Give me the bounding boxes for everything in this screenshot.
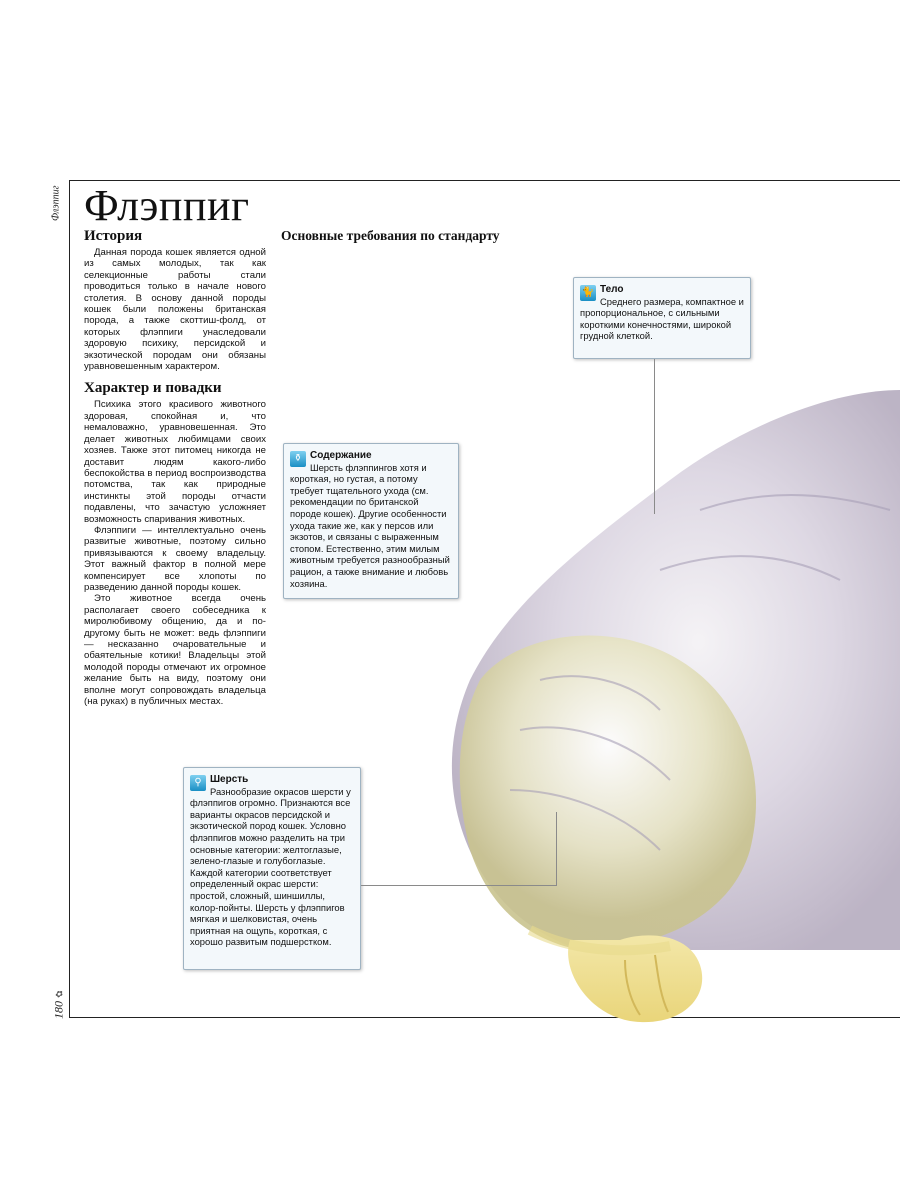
character-heading: Характер и повадки	[84, 380, 222, 397]
running-header: Флэппиг	[50, 185, 62, 221]
callout-coat	[183, 767, 361, 970]
magnifier-icon: ⚲	[190, 775, 206, 791]
text-column	[84, 228, 266, 715]
callout-body	[573, 277, 751, 359]
character-paragraph: Психика этого красивого животного здоровая, спокойная и, что немаловажно, уравновешенная. Это делает животных любимцами своих хозяев. Также этот питомец никогда не доставит людям какого-либо беспокойства в период воспроизводства потомства, так как природные инстинкты этой породы отчасти подавлены, что зачастую усложняет возможность спаривания животных.	[84, 399, 266, 525]
leader-line-body	[654, 359, 655, 514]
paw-icon: ✿	[54, 988, 64, 998]
callout-body-text: Среднего размера, компактное и пропорциональное, с сильными короткими конечностями, широкой грудной клеткой.	[580, 295, 744, 342]
character-paragraph: Флэппиги — интеллектуально очень развитые животные, поэтому сильно привязываются к своему владельцу. Этот важный фактор в полной мере компенсирует все хлопоты по разведению данной породы кошек.	[84, 524, 266, 593]
history-heading: История	[84, 228, 143, 244]
leader-line-coat-v	[556, 812, 557, 886]
character-section	[84, 380, 266, 707]
callout-care	[283, 443, 459, 599]
history-paragraph: Данная порода кошек является одной из самых молодых, так как селекционные работы стали проводиться только в начале нового столетия. В основу данной породы кошек были положены британская порода, а также скоттиш-фолд, от которых флэппиги унаследовали здоровую психику, персидской и экзотической породам они обязаны уравновешенным характером.	[84, 247, 266, 373]
bottle-icon: ⚱	[290, 451, 306, 467]
callout-body-title: Тело	[600, 284, 624, 295]
character-paragraph: Это животное всегда очень располагает своего собеседника к миролюбивому общению, да и по-другому быть не может: ведь флэппиги — несказанно очаровательные и обаятельные котики! Владельцы этой молодой породы отмечают их огромное желание быть на виду, поэтому они вполне могут сопровождать владельца (на руках) в публичных местах.	[84, 593, 266, 708]
callout-coat-text: Разнообразие окрасов шерсти у флэппигов огромно. Признаются все варианты окрасов персидской и экзотической пород кошек. Условно флэппигов можно разделить на три основные категории: желтоглазые, зелено-глазые и голубоглазые. Каждой категории соответствует определенный окрас шерсти: простой, сложный, шиншиллы, колор-пойнты. Шерсть у флэппигов мягкая и шелковистая, очень приятная на ощупь, короткая, с хорошо развитым подшерстком.	[190, 785, 351, 948]
callout-coat-title: Шерсть	[210, 774, 249, 785]
standard-heading: Основные требования по стандарту	[281, 228, 500, 243]
callout-care-text: Шерсть флэппингов хотя и короткая, но густая, а потому требует тщательного ухода (см. рекомендации по британской породе кошек). Другие особенности ухода такие же, как у персов или экзотов, и связаны с выраженным стопом. Естественно, этим милым животным требуется разнообразный рацион, а также внимание и любовь хозяина.	[290, 461, 450, 589]
page-title: Флэппиг	[84, 181, 250, 230]
page-number	[50, 985, 68, 1019]
leader-line-coat-h	[361, 885, 556, 886]
cat-illustration	[420, 350, 900, 1040]
history-section	[84, 228, 266, 372]
callout-care-title: Содержание	[310, 450, 372, 461]
cat-body-icon: 🐈	[580, 285, 596, 301]
page-number-label: 180	[51, 1001, 66, 1019]
